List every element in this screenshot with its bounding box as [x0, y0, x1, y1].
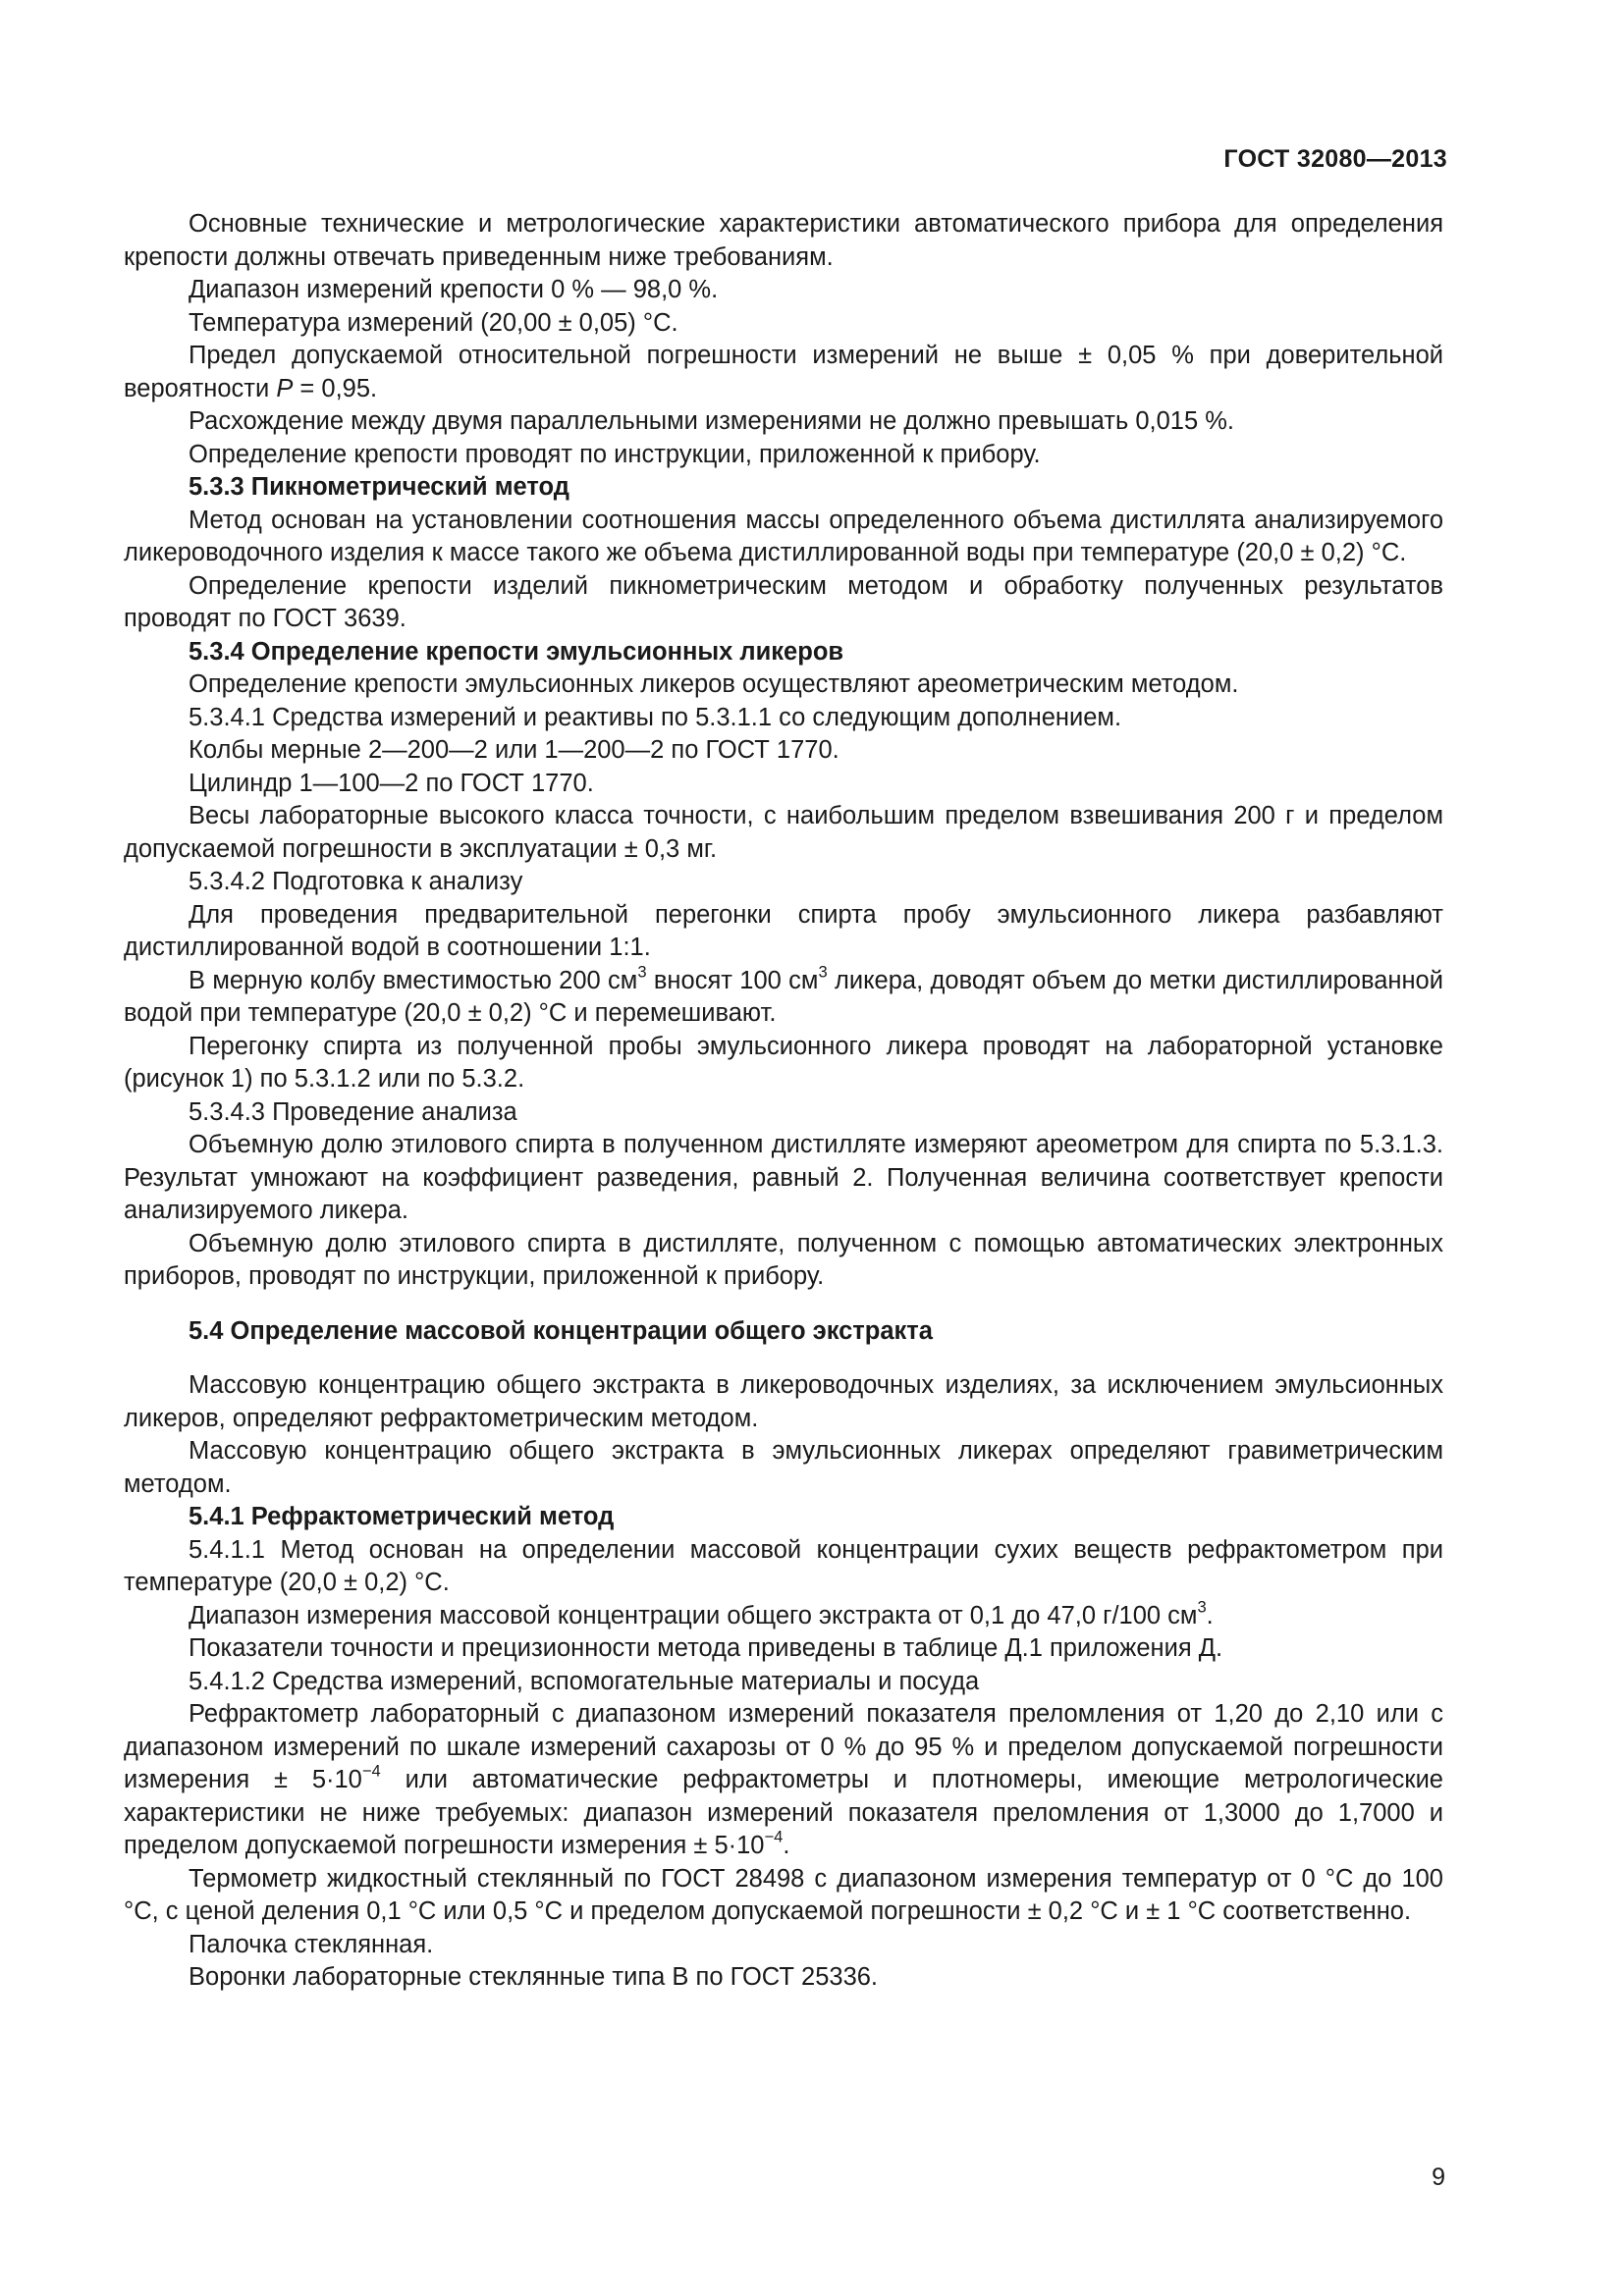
- paragraph: Определение крепости проводят по инструкции, приложенной к прибору.: [189, 440, 1041, 468]
- paragraph: Воронки лабораторные стеклянные типа В по ГОСТ 25336.: [189, 1963, 879, 1991]
- section-heading: 5.3.4 Определение крепости эмульсионных ликеров: [189, 637, 844, 666]
- paragraph: 5.3.4.1 Средства измерений и реактивы по 5.3.1.1 со следующим дополнением.: [189, 703, 1122, 731]
- paragraph: В мерную колбу вместимостью 200 $см^3$ вносят 100 $см^3$ ликера, доводят объем до метки дистиллированной водой при температуре (20,0 ± 0,2) °С и перемешивают.: [124, 961, 1443, 1027]
- paragraph: Перегонку спирта из полученной пробы эмульсионного ликера проводят на лабораторной установке (рисунок 1) по 5.3.1.2 или по 5.3.2.: [124, 1032, 1443, 1093]
- paragraph: Объемную долю этилового спирта в полученном дистилляте измеряют ареометром для спирта по 5.3.1.3. Результат умножают на коэффициент разведения, равный 2. Полученная величина соответствует крепости анализируемого ликера.: [124, 1131, 1443, 1224]
- paragraph: Для проведения предварительной перегонки спирта пробу эмульсионного ликера разбавляют дистиллированной водой в соотношении 1:1.: [124, 900, 1443, 961]
- section-heading: 5.4.1 Рефрактометрический метод: [189, 1503, 615, 1530]
- paragraph: Показатели точности и прецизионности метода приведены в таблице Д.1 приложения Д.: [189, 1634, 1223, 1662]
- section-heading: 5.3.3 Пикнометрический метод: [189, 473, 569, 501]
- document-body: [124, 208, 1443, 1995]
- paragraph: Расхождение между двумя параллельными измерениями не должно превышать 0,015 %.: [189, 407, 1234, 435]
- paragraph: Рефрактометр лабораторный с диапазоном измерений показателя преломления от 1,20 до 2,10 или с диапазоном измерений по шкале измерений сахарозы от 0 % до 95 % и пределом допускаемой погрешности измерения ± $5\cdot 10^{-4}$ или автоматические рефрактометры и плотномеры, имеющие метрологические характеристики не ниже требуемых: диапазон измерений показателя преломления от 1,3000 до 1,7000 и пределом допускаемой погрешности измерения ± $5\cdot 10^{-4}$.: [124, 1700, 1443, 1859]
- paragraph: Основные технические и метрологические характеристики автоматического прибора для определения крепости должны отвечать приведенным ниже требованиям.: [124, 210, 1443, 271]
- paragraph: Определение крепости эмульсионных ликеров осуществляют ареометрическим методом.: [189, 670, 1239, 698]
- paragraph: 5.3.4.3 Проведение анализа: [189, 1097, 517, 1126]
- paragraph: Диапазон измерений крепости 0 % — 98,0 %.: [189, 276, 719, 303]
- paragraph: Объемную долю этилового спирта в дистилляте, полученном с помощью автоматических электронных приборов, проводят по инструкции, приложенной к прибору.: [124, 1229, 1443, 1290]
- paragraph: Массовую концентрацию общего экстракта в ликероводочных изделиях, за исключением эмульсионных ликеров, определяют рефрактометрическим методом.: [124, 1371, 1443, 1432]
- paragraph: Предел допускаемой относительной погрешности измерений не выше ± 0,05 % при доверительной вероятности P = 0,95.: [124, 342, 1443, 402]
- paragraph: Определение крепости изделий пикнометрическим методом и обработку полученных результатов проводят по ГОСТ 3639.: [124, 571, 1443, 632]
- paragraph: Термометр жидкостный стеклянный по ГОСТ 28498 с диапазоном измерения температур от 0 °С до 100 °С, с ценой деления 0,1 °С или 0,5 °С и пределом допускаемой погрешности ± 0,2 °С и ± 1 °С соответственно.: [124, 1864, 1443, 1925]
- paragraph: Метод основан на установлении соотношения массы определенного объема дистиллята анализируемого ликероводочного изделия к массе такого же объема дистиллированной воды при температуре (20,0 ± 0,2) °С.: [124, 506, 1443, 566]
- paragraph: 5.3.4.2 Подготовка к анализу: [189, 868, 523, 895]
- paragraph: Весы лабораторные высокого класса точности, с наибольшим пределом взвешивания 200 г и пределом допускаемой погрешности в эксплуатации ± 0,3 мг.: [124, 802, 1443, 863]
- paragraph: Массовую концентрацию общего экстракта в эмульсионных ликерах определяют гравиметрическим методом.: [124, 1437, 1443, 1498]
- paragraph: Палочка стеклянная.: [189, 1930, 434, 1958]
- page-number: 9: [1432, 2163, 1445, 2191]
- standard-header: ГОСТ 32080—2013: [1223, 145, 1447, 173]
- paragraph: 5.4.1.2 Средства измерений, вспомогательные материалы и посуда: [189, 1667, 980, 1695]
- paragraph: Цилиндр 1—100—2 по ГОСТ 1770.: [189, 769, 594, 797]
- paragraph: Колбы мерные 2—200—2 или 1—200—2 по ГОСТ 1770.: [189, 736, 839, 764]
- paragraph: 5.4.1.1 Метод основан на определении массовой концентрации сухих веществ рефрактометром при температуре (20,0 ± 0,2) °С.: [124, 1535, 1443, 1596]
- paragraph: Температура измерений (20,00 ± 0,05) °С.: [189, 308, 678, 337]
- section-heading: 5.4 Определение массовой концентрации общего экстракта: [189, 1316, 933, 1345]
- paragraph: Диапазон измерения массовой концентрации общего экстракта от 0,1 до 47,0 г/100 $см^3$.: [189, 1596, 1214, 1629]
